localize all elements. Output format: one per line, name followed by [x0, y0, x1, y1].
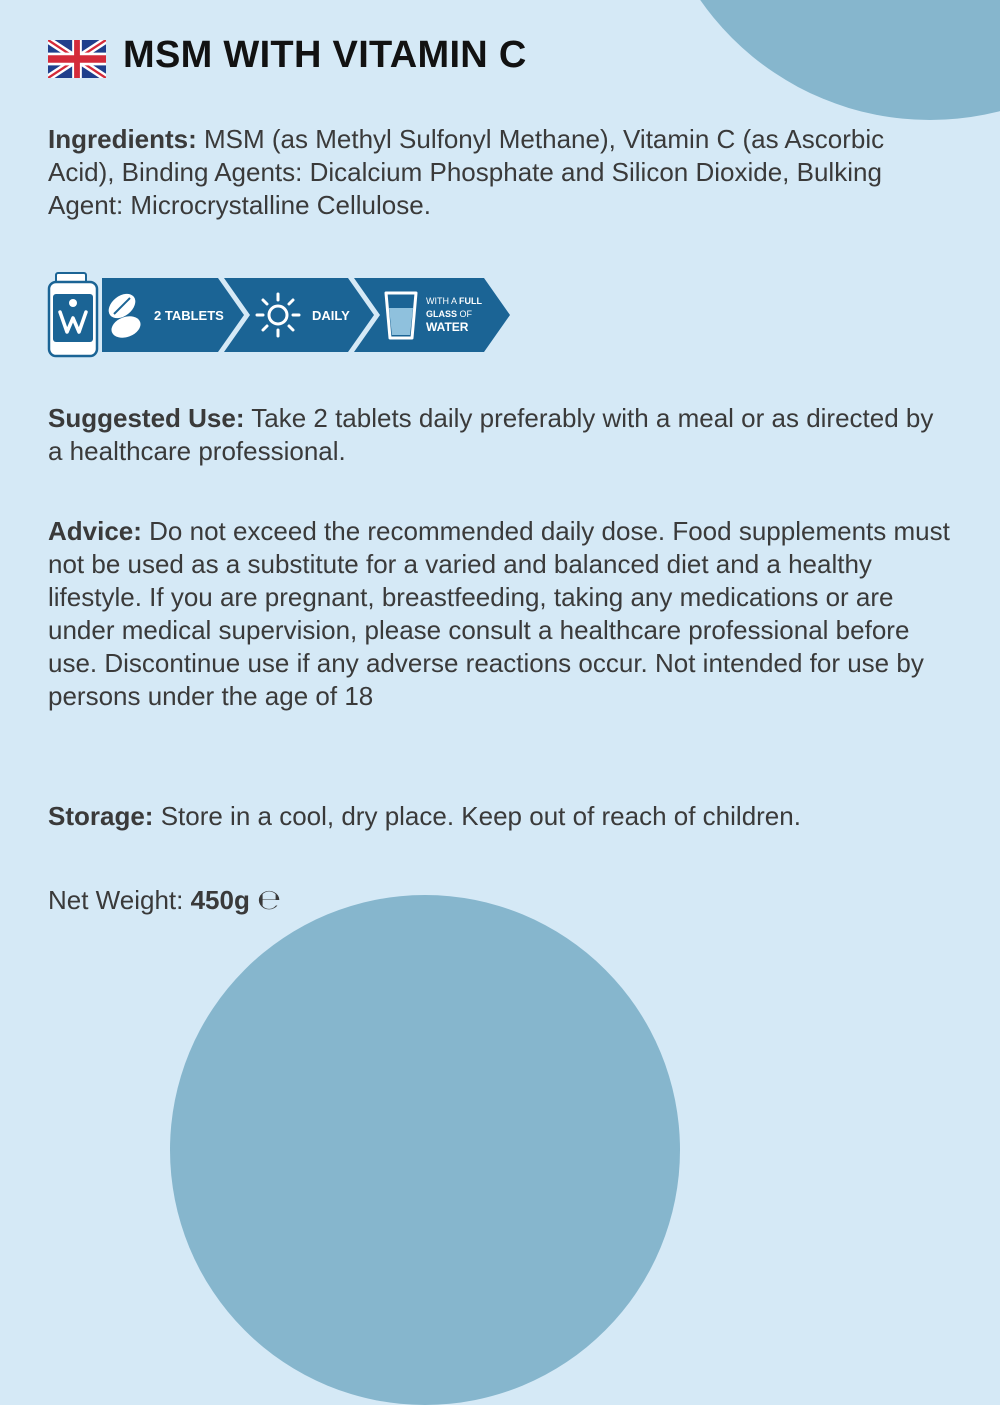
advice-label: Advice: [48, 516, 142, 546]
uk-flag-icon [48, 40, 106, 78]
decorative-circle-top [650, 0, 1000, 120]
advice-text: Do not exceed the recommended daily dose. Food supplements must not be used as a substitute for a varied and balanced diet and a healthy lifestyle. If you are pregnant, breastfeeding, taking any medications or are under medical supervision, please consult a healthcare professional before use. Discontinue use if any adverse reactions occur. Not intended for use by persons under the age of 18 [48, 516, 950, 711]
suggested-use-label: Suggested Use: [48, 403, 245, 433]
ingredients-section [48, 123, 953, 222]
ingredients-label: Ingredients: [48, 124, 197, 154]
storage-text: Store in a cool, dry place. Keep out of reach of children. [153, 801, 801, 831]
net-weight-value: 450g [190, 885, 250, 915]
suggested-use-section [48, 402, 953, 468]
water-line-1: WITH A FULL [426, 296, 483, 306]
page-title: MSM WITH VITAMIN C [123, 34, 527, 76]
storage-section [48, 800, 953, 833]
ingredients-text: MSM (as Methyl Sulfonyl Methane), Vitamin C (as Ascorbic Acid), Binding Agents: Dicalcium Phosphate and Silicon Dioxide, Bulking Agent: Microcrystalline Cellulose. [48, 124, 885, 220]
decorative-circle-bottom [170, 895, 680, 1405]
net-weight-section [48, 883, 953, 917]
daily-label: DAILY [312, 308, 350, 323]
water-line-3: WATER [426, 320, 469, 334]
supplement-jar-icon [49, 273, 97, 356]
net-weight-label: Net Weight: [48, 885, 191, 915]
dosage-banner [46, 272, 512, 358]
suggested-use-text: Take 2 tablets daily preferably with a meal or as directed by a healthcare professional. [48, 403, 934, 466]
water-line-2: GLASS OF [426, 309, 473, 319]
advice-section [48, 515, 953, 713]
storage-label: Storage: [48, 801, 154, 831]
estimated-sign-icon: ℮ [257, 883, 282, 916]
tablets-label: 2 TABLETS [154, 308, 224, 323]
